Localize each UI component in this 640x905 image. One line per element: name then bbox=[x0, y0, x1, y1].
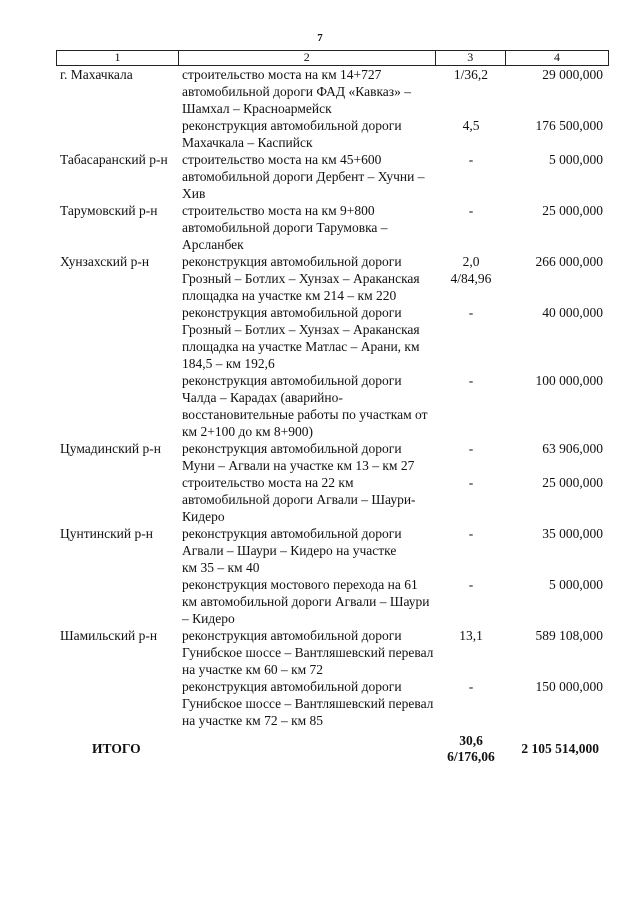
table-header-row bbox=[56, 50, 609, 66]
work-description: строительство моста на км 14+727 автомобильной дороги ФАД «Кавказ» – Шамхал – Красноармейск bbox=[182, 67, 411, 116]
amount-value: 29 000,000 bbox=[542, 67, 603, 82]
length-value: - bbox=[468, 152, 474, 167]
amount-value: 266 000,000 bbox=[535, 254, 603, 269]
district-name: Цунтинский р-н bbox=[60, 526, 153, 541]
amount-value: 40 000,000 bbox=[542, 305, 603, 320]
length-value: - bbox=[468, 305, 474, 320]
table-row bbox=[178, 372, 609, 440]
table-row bbox=[178, 151, 609, 202]
district-items bbox=[178, 66, 609, 151]
table-row bbox=[178, 678, 609, 729]
column-header-1: 1 bbox=[56, 51, 179, 65]
table-body bbox=[56, 66, 609, 729]
district-name: Шамильский р-н bbox=[60, 628, 158, 643]
work-description: строительство моста на 22 км автомобильной дороги Агвали – Шаури- Кидеро bbox=[182, 475, 416, 524]
length-value: - bbox=[468, 577, 474, 592]
table-row bbox=[178, 202, 609, 253]
total-row bbox=[56, 733, 609, 765]
district-items bbox=[178, 525, 609, 627]
total-amount: 2 105 514,000 bbox=[521, 741, 599, 756]
amount-value: 176 500,000 bbox=[535, 118, 603, 133]
district-group bbox=[56, 525, 609, 627]
amount-value: 35 000,000 bbox=[542, 526, 603, 541]
work-description: реконструкция мостового перехода на 61 км автомобильной дороги Агвали – Шаури – Кидеро bbox=[182, 577, 430, 626]
length-value: 4,5 bbox=[462, 118, 480, 133]
work-description: реконструкция автомобильной дороги Гунибское шоссе – Вантляшевский перевал на участке км 60 – км 72 bbox=[182, 628, 434, 677]
length-value: - bbox=[468, 203, 474, 218]
length-value: - bbox=[468, 679, 474, 694]
table-row bbox=[178, 66, 609, 117]
table-row bbox=[178, 525, 609, 576]
table-row bbox=[178, 253, 609, 304]
total-length: 30,6 6/176,06 bbox=[447, 733, 495, 764]
table-row bbox=[178, 627, 609, 678]
district-items bbox=[178, 627, 609, 729]
work-description: реконструкция автомобильной дороги Махачкала – Каспийск bbox=[182, 118, 402, 150]
amount-value: 25 000,000 bbox=[542, 475, 603, 490]
work-description: реконструкция автомобильной дороги Муни – Агвали на участке км 13 – км 27 bbox=[182, 441, 415, 473]
district-group bbox=[56, 440, 609, 525]
work-description: реконструкция автомобильной дороги Гунибское шоссе – Вантляшевский перевал на участке км 72 – км 85 bbox=[182, 679, 434, 728]
district-name: г. Махачкала bbox=[60, 67, 133, 82]
district-group bbox=[56, 151, 609, 202]
work-description: строительство моста на км 45+600 автомобильной дороги Дербент – Хучни – Хив bbox=[182, 152, 425, 201]
column-header-2: 2 bbox=[179, 51, 436, 65]
work-description: реконструкция автомобильной дороги Грозный – Ботлих – Хунзах – Араканская площадка на участке км 214 – км 220 bbox=[182, 254, 420, 303]
district-group bbox=[56, 202, 609, 253]
amount-value: 589 108,000 bbox=[535, 628, 603, 643]
work-description: реконструкция автомобильной дороги Грозный – Ботлих – Хунзах – Араканская площадка на участке Матлас – Арани, км 184,5 – км 192,6 bbox=[182, 305, 420, 371]
district-items bbox=[178, 151, 609, 202]
district-group bbox=[56, 253, 609, 440]
district-name: Тарумовский р-н bbox=[60, 203, 158, 218]
district-items bbox=[178, 253, 609, 440]
work-description: реконструкция автомобильной дороги Агвали – Шаури – Кидеро на участке км 35 – км 40 bbox=[182, 526, 402, 575]
column-header-3: 3 bbox=[436, 51, 506, 65]
amount-value: 25 000,000 bbox=[542, 203, 603, 218]
district-name: Табасаранский р-н bbox=[60, 152, 168, 167]
work-description: строительство моста на км 9+800 автомобильной дороги Тарумовка – Арсланбек bbox=[182, 203, 388, 252]
length-value: 13,1 bbox=[459, 628, 483, 643]
amount-value: 100 000,000 bbox=[535, 373, 603, 388]
table-row bbox=[178, 576, 609, 627]
length-value: - bbox=[468, 475, 474, 490]
district-group bbox=[56, 66, 609, 151]
budget-table bbox=[56, 50, 609, 765]
amount-value: 5 000,000 bbox=[549, 577, 603, 592]
district-name: Хунзахский р-н bbox=[60, 254, 150, 269]
column-header-4: 4 bbox=[506, 51, 609, 65]
district-name: Цумадинский р-н bbox=[60, 441, 161, 456]
page-number: 7 bbox=[317, 32, 323, 44]
amount-value: 63 906,000 bbox=[542, 441, 603, 456]
table-row bbox=[178, 440, 609, 474]
total-label: ИТОГО bbox=[92, 741, 141, 756]
length-value: 1/36,2 bbox=[453, 67, 489, 82]
length-value: - bbox=[468, 373, 474, 388]
district-items bbox=[178, 440, 609, 525]
work-description: реконструкция автомобильной дороги Чалда – Карадах (аварийно- восстановительные работы по участкам от км 2+100 до км 8+900) bbox=[182, 373, 428, 439]
length-value: - bbox=[468, 441, 474, 456]
district-group bbox=[56, 627, 609, 729]
length-value: 2,0 4/84,96 bbox=[450, 254, 492, 286]
table-row bbox=[178, 474, 609, 525]
district-items bbox=[178, 202, 609, 253]
length-value: - bbox=[468, 526, 474, 541]
amount-value: 150 000,000 bbox=[535, 679, 603, 694]
table-row bbox=[178, 117, 609, 151]
table-row bbox=[178, 304, 609, 372]
amount-value: 5 000,000 bbox=[549, 152, 603, 167]
